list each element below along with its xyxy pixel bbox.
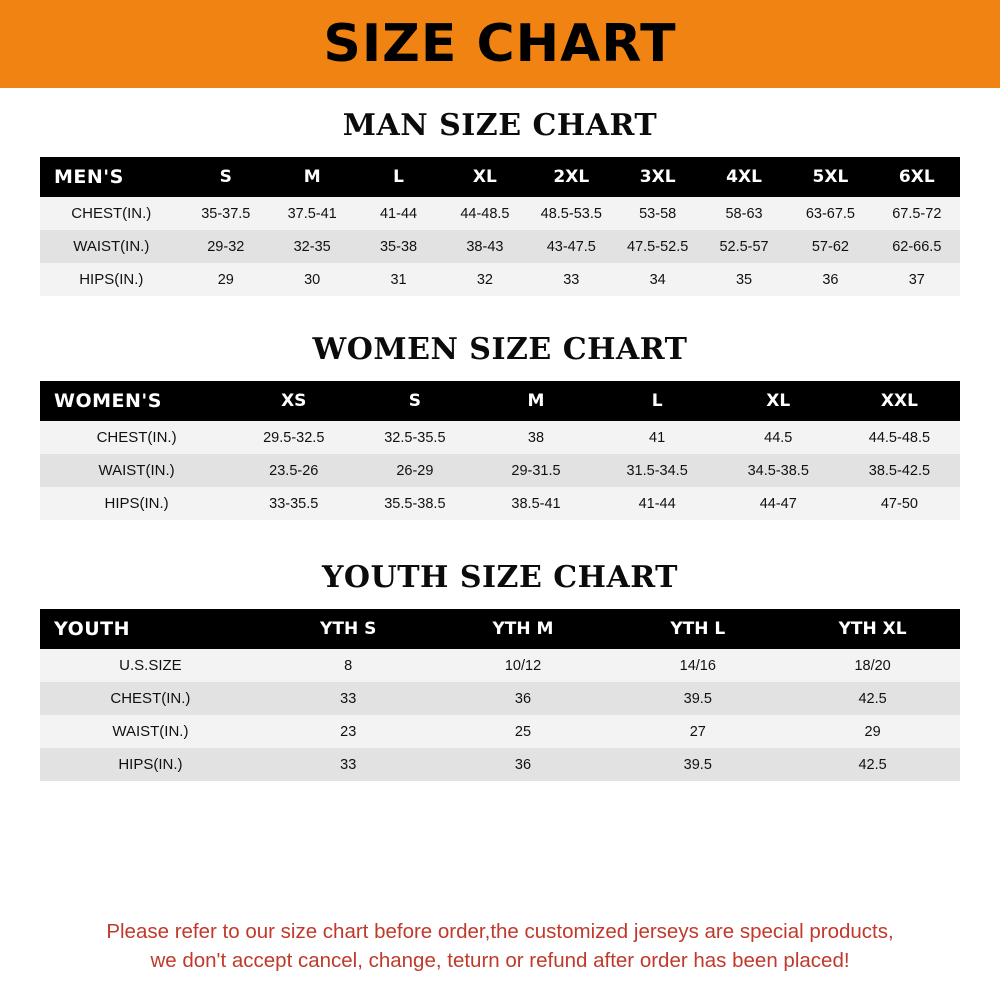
- column-header: S: [354, 381, 475, 421]
- column-header: YTH XL: [785, 609, 960, 649]
- cell: 37.5-41: [269, 197, 355, 230]
- cell: 35-37.5: [183, 197, 269, 230]
- column-header: L: [597, 381, 718, 421]
- cell: 48.5-53.5: [528, 197, 614, 230]
- cell: 38.5-42.5: [839, 454, 960, 487]
- column-header: 6XL: [874, 157, 960, 197]
- cell: 57-62: [787, 230, 873, 263]
- cell: 41: [597, 421, 718, 454]
- column-header: 2XL: [528, 157, 614, 197]
- cell: 37: [874, 263, 960, 296]
- table-wrap-youth: [0, 609, 1000, 781]
- cell: 58-63: [701, 197, 787, 230]
- column-header: YTH M: [436, 609, 611, 649]
- column-header: 5XL: [787, 157, 873, 197]
- table-row: [40, 487, 960, 520]
- cell: 35-38: [355, 230, 441, 263]
- table-header-row: [40, 381, 960, 421]
- cell: 41-44: [597, 487, 718, 520]
- column-header: XS: [233, 381, 354, 421]
- table-corner-label: WOMEN'S: [40, 381, 233, 421]
- size-table-man: [40, 157, 960, 296]
- cell: 43-47.5: [528, 230, 614, 263]
- table-row: [40, 748, 960, 781]
- disclaimer-line-2: we don't accept cancel, change, teturn or refund after order has been placed!: [150, 949, 850, 973]
- table-row: [40, 649, 960, 682]
- cell: 44.5-48.5: [839, 421, 960, 454]
- cell: 29.5-32.5: [233, 421, 354, 454]
- row-label: WAIST(IN.): [40, 715, 261, 748]
- table-corner-label: YOUTH: [40, 609, 261, 649]
- cell: 30: [269, 263, 355, 296]
- cell: 35: [701, 263, 787, 296]
- cell: 41-44: [355, 197, 441, 230]
- column-header: YTH L: [610, 609, 785, 649]
- row-label: CHEST(IN.): [40, 421, 233, 454]
- cell: 31.5-34.5: [597, 454, 718, 487]
- cell: 62-66.5: [874, 230, 960, 263]
- cell: 33-35.5: [233, 487, 354, 520]
- cell: 33: [261, 748, 436, 781]
- page-header: [0, 0, 1000, 88]
- cell: 44.5: [718, 421, 839, 454]
- disclaimer-note: [0, 899, 1000, 1000]
- column-header: YTH S: [261, 609, 436, 649]
- cell: 34.5-38.5: [718, 454, 839, 487]
- column-header: M: [269, 157, 355, 197]
- cell: 29: [183, 263, 269, 296]
- row-label: HIPS(IN.): [40, 487, 233, 520]
- table-wrap-women: [0, 381, 1000, 520]
- size-table-youth: [40, 609, 960, 781]
- row-label: U.S.SIZE: [40, 649, 261, 682]
- column-header: L: [355, 157, 441, 197]
- cell: 26-29: [354, 454, 475, 487]
- cell: 18/20: [785, 649, 960, 682]
- cell: 42.5: [785, 682, 960, 715]
- cell: 23.5-26: [233, 454, 354, 487]
- cell: 32.5-35.5: [354, 421, 475, 454]
- cell: 36: [787, 263, 873, 296]
- cell: 23: [261, 715, 436, 748]
- cell: 36: [436, 748, 611, 781]
- cell: 36: [436, 682, 611, 715]
- column-header: XL: [718, 381, 839, 421]
- cell: 39.5: [610, 682, 785, 715]
- cell: 52.5-57: [701, 230, 787, 263]
- table-row: [40, 421, 960, 454]
- cell: 29-32: [183, 230, 269, 263]
- column-header: M: [475, 381, 596, 421]
- cell: 63-67.5: [787, 197, 873, 230]
- cell: 29-31.5: [475, 454, 596, 487]
- page-title: SIZE CHART: [323, 14, 677, 74]
- column-header: XXL: [839, 381, 960, 421]
- cell: 29: [785, 715, 960, 748]
- cell: 47.5-52.5: [614, 230, 700, 263]
- cell: 42.5: [785, 748, 960, 781]
- cell: 47-50: [839, 487, 960, 520]
- section-title-youth: YOUTH SIZE CHART: [322, 560, 678, 595]
- cell: 44-47: [718, 487, 839, 520]
- cell: 35.5-38.5: [354, 487, 475, 520]
- cell: 31: [355, 263, 441, 296]
- cell: 39.5: [610, 748, 785, 781]
- section-title-women: WOMEN SIZE CHART: [312, 332, 688, 367]
- cell: 25: [436, 715, 611, 748]
- table-corner-label: MEN'S: [40, 157, 183, 197]
- cell: 53-58: [614, 197, 700, 230]
- column-header: XL: [442, 157, 528, 197]
- cell: 10/12: [436, 649, 611, 682]
- cell: 8: [261, 649, 436, 682]
- row-label: HIPS(IN.): [40, 748, 261, 781]
- cell: 38: [475, 421, 596, 454]
- row-label: HIPS(IN.): [40, 263, 183, 296]
- cell: 34: [614, 263, 700, 296]
- cell: 32-35: [269, 230, 355, 263]
- cell: 33: [528, 263, 614, 296]
- table-row: [40, 197, 960, 230]
- disclaimer-line-1: Please refer to our size chart before order,the customized jerseys are special products,: [106, 919, 894, 943]
- column-header: S: [183, 157, 269, 197]
- row-label: WAIST(IN.): [40, 454, 233, 487]
- column-header: 4XL: [701, 157, 787, 197]
- row-label: WAIST(IN.): [40, 230, 183, 263]
- table-row: [40, 682, 960, 715]
- cell: 38.5-41: [475, 487, 596, 520]
- cell: 32: [442, 263, 528, 296]
- size-table-women: [40, 381, 960, 520]
- row-label: CHEST(IN.): [40, 197, 183, 230]
- cell: 27: [610, 715, 785, 748]
- cell: 33: [261, 682, 436, 715]
- cell: 44-48.5: [442, 197, 528, 230]
- table-row: [40, 715, 960, 748]
- cell: 38-43: [442, 230, 528, 263]
- table-wrap-man: [0, 157, 1000, 296]
- cell: 67.5-72: [874, 197, 960, 230]
- cell: 14/16: [610, 649, 785, 682]
- table-header-row: [40, 609, 960, 649]
- section-title-man: MAN SIZE CHART: [342, 108, 658, 143]
- table-row: [40, 454, 960, 487]
- table-row: [40, 230, 960, 263]
- column-header: 3XL: [614, 157, 700, 197]
- table-header-row: [40, 157, 960, 197]
- table-row: [40, 263, 960, 296]
- row-label: CHEST(IN.): [40, 682, 261, 715]
